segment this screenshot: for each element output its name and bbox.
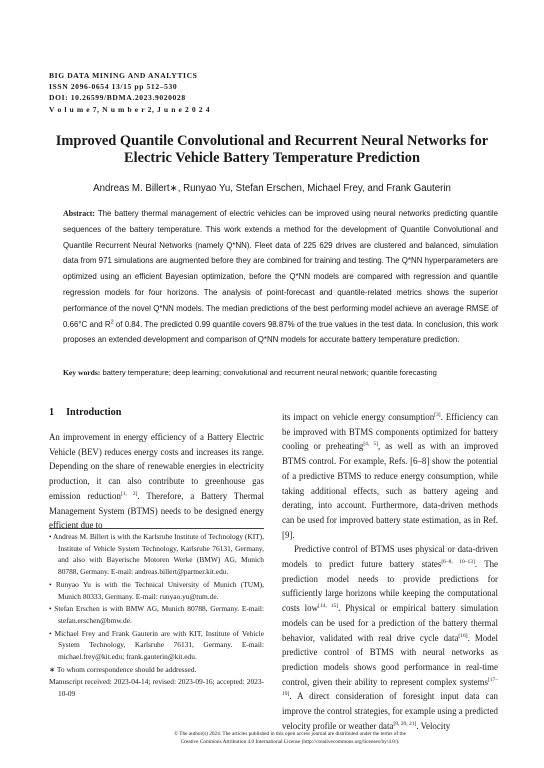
text-run: its impact on vehicle energy consumption (282, 412, 435, 422)
footnote-yu: • Runyao Yu is with the Technical University of Munich (TUM), Munich 80333, Germany. E-mail: runyao.yu@tum.de. (49, 579, 264, 601)
license-notice (120, 730, 460, 746)
right-column-text (282, 410, 498, 733)
abstract-text-end: of 0.84. The predicted 0.99 quantile covers 98.87% of the true values in the test data. In conclusion, this work proposes an extended development and comparison of Q*NN models for accurate battery temperature prediction. (63, 319, 498, 345)
journal-issn: ISSN 2096-0654 13/15 pp 512–530 (49, 82, 178, 91)
keywords-text: battery temperature; deep learning; convolutional and recurrent neural network; quantile forecasting (102, 368, 437, 377)
license-line-2: Creative Commons Attribution 4.0 International License (http://creativecommons.org/licenses/by/4.0/). (180, 739, 400, 745)
title-line-2: Electric Vehicle Battery Temperature Prediction (123, 149, 420, 166)
intro-paragraph-end: . Therefore, a Battery Thermal Management System (BTMS) needs to be designed energy efficient due to (49, 490, 264, 531)
author-list: Andreas M. Billert∗, Runyao Yu, Stefan Erschen, Michael Frey, and Frank Gauterin (93, 183, 451, 194)
citation: [17–19] (282, 676, 498, 698)
keywords-label: Key words: (63, 368, 101, 377)
right-paragraph-2 (282, 542, 498, 733)
journal-name: BIG DATA MINING AND ANALYTICS (49, 71, 198, 80)
citation: [8, 20, 21] (393, 720, 417, 727)
citation: [16] (458, 632, 468, 639)
intro-paragraph: An improvement in energy efficiency of a Battery Electric Vehicle (BEV) reduces energy costs and increases its range. Depending on the share of renewable energies in electricity production, it can also contribute to greenhouse gas emission reduction (49, 432, 264, 501)
citation: [3] (434, 412, 441, 419)
title-line-1: Improved Quantile Convolutional and Recurrent Neural Networks for (55, 133, 489, 149)
journal-doi: DOI: 10.26599/BDMA.2023.9020028 (49, 93, 186, 102)
text-run: , as well as with an improved BTMS control. For example, Refs. [6–8] show the potential of a predictive BTMS to reduce energy consumption, while taking additional effects, such as battery ageing and derating, into account. Furthermore, data-driven methods can be used for improved battery state estimation, as in Ref. [9]. (282, 441, 499, 540)
right-paragraph-1 (282, 410, 498, 542)
abstract-text: The battery thermal management of electric vehicles can be improved using neural networks predicting quantile sequences of the battery temperature. This work extends a method for the development of Quantile Convolutional and Quantile Recurrent Neural Networks (namely Q*NN). Fleet data of 225 629 drives are clustered and balanced, simulation data from 971 simulations are augmented before they are combined for training and testing. The Q*NN hyperparameters are optimized using an efficient Bayesian optimization, before the Q*NN models are compared with regression and quantile regression models for four horizons. The analysis of point-forecast and quantile-related metrics shows the superior performance of the novel Q*NN models. The median predictions of the best performing model achieve an average RMSE of 0.66°C and R (63, 209, 498, 329)
keywords (63, 368, 498, 377)
citation: [1, 2] (120, 490, 138, 497)
text-run: . Model predictive control of BTMS with neural networks as prediction models shows good performance in real-time control, given their ability to represent complex systems (282, 632, 498, 687)
footnote-billert: • Andreas M. Billert is with the Karlsruhe Institute of Technology (KIT), Institute of Vehicle System Technology, Karlsruhe 76131, Germany, and also with Bayerische Motoren Werke (BMW) AG, Munich 80788, Germany. E-mail: andreas.billert@partner.kit.edu. (49, 532, 264, 577)
text-run: . Velocity (416, 720, 451, 731)
citation: [6–8, 10–13] (441, 559, 475, 566)
footnote-correspondence: ∗ To whom correspondence should be addressed. (49, 664, 197, 674)
text-run: Predictive control of BTMS uses physical or data-driven models to predict future battery states (282, 544, 498, 570)
text-run: . Efficiency can be improved with BTMS components optimized for battery cooling or preheating (282, 412, 498, 452)
text-run: . The prediction model needs to provide predictions for sufficiently large horizons while keeping the computational costs low (282, 559, 498, 614)
text-run: . A direct consideration of foresight input data can improve the control strategies, for example using a predicted velocity profile or weather data (282, 691, 498, 731)
paper-title (30, 133, 514, 166)
footnote-manuscript-dates: Manuscript received: 2023-04-14; revised: 2023-09-16; accepted: 2023-10-09 (49, 677, 264, 699)
section-title: Introduction (66, 407, 122, 418)
abstract-label: Abstract: (63, 209, 95, 218)
abstract (63, 206, 498, 348)
footnote-erschen: • Stefan Erschen is with BMW AG, Munich 80788, Germany. E-mail: stefan.erschen@bmw.de. (49, 604, 264, 625)
citation: [4, 5] (363, 441, 378, 448)
license-line-1: © The author(s) 2024. The articles published in this open access journal are distributed under the terms of the (174, 731, 406, 737)
footnote-divider (49, 528, 264, 529)
journal-volume: V o l u m e 7, N u m b e r 2, J u n e 2 0 2 4 (49, 105, 211, 114)
section-heading (49, 407, 133, 418)
citation: [14, 15] (317, 603, 339, 610)
left-column-text (49, 430, 264, 533)
section-number: 1 (49, 407, 55, 418)
text-run: . Physical or empirical battery simulation models can be used for a prediction of the battery thermal behavior, validated with real drive cycle data (282, 603, 499, 643)
footnotes (49, 531, 264, 701)
abstract-r2-superscript: 2 (110, 318, 114, 325)
footnote-frey-gauterin: • Michael Frey and Frank Gauterin are with KIT, Institute of Vehicle System Technology, Karlsruhe 76131, Germany. E-mail: michael.frey@kit.edu; frank.gauterin@kit.edu. (49, 628, 264, 662)
